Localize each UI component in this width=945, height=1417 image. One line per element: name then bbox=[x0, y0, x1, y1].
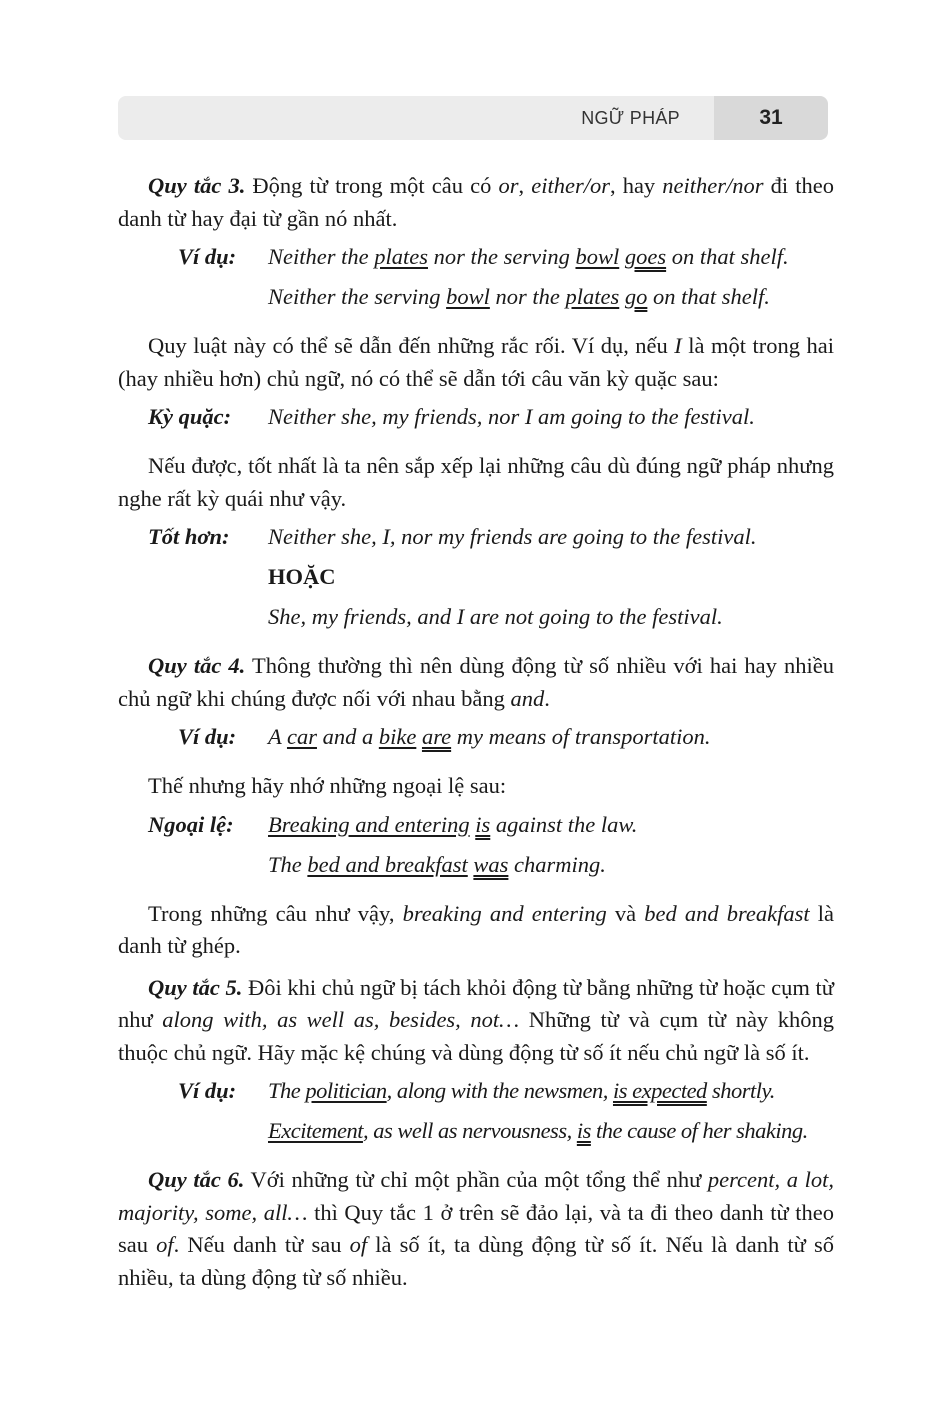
rule-6-paragraph: Quy tắc 6. Với những từ chỉ một phần của một tổng thể như percent, a lot, majority, some, all… thì Quy tắc 1 ở trên sẽ đảo lại, và ta đi theo danh từ theo sau of. Nếu danh từ sau of là số ít, ta dùng động từ số ít. Nếu là danh từ số nhiều, ta dùng động từ số nhiều. bbox=[118, 1167, 834, 1290]
better-text: Neither she, I, nor my friends are going to the festival. bbox=[268, 524, 757, 549]
example-text: Excitement, as well as nervousness, is the cause of her shaking. bbox=[268, 1118, 808, 1143]
rule-4-paragraph: Quy tắc 4. Thông thường thì nên dùng động từ số nhiều với hai hay nhiều chủ ngữ khi chúng được nối với nhau bằng and. bbox=[118, 653, 834, 711]
page-number: 31 bbox=[759, 106, 783, 129]
exceptions-intro-paragraph: Thế nhưng hãy nhớ những ngoại lệ sau: bbox=[148, 773, 507, 798]
example-label: Ví dụ: bbox=[178, 1078, 237, 1103]
exception-line-1 bbox=[118, 812, 834, 852]
rule-6-label: Quy tắc 6. bbox=[148, 1167, 245, 1192]
example-text: A car and a bike are my means of transportation. bbox=[268, 724, 711, 749]
example-text: Neither the plates nor the serving bowl goes on that shelf. bbox=[268, 244, 789, 269]
compound-noun-paragraph: Trong những câu như vậy, breaking and entering và bed and breakfast là danh từ ghép. bbox=[118, 900, 834, 958]
exception-text: Breaking and entering is against the law. bbox=[268, 811, 638, 837]
better-label: Tốt hơn: bbox=[148, 524, 230, 549]
rule-3-label: Quy tắc 3. bbox=[148, 173, 246, 198]
example-4 bbox=[118, 724, 834, 764]
example-3-line-1 bbox=[118, 244, 834, 284]
odd-text: Neither she, my friends, nor I am going to the festival. bbox=[268, 404, 755, 429]
exception-line-2 bbox=[118, 852, 834, 892]
better-intro-paragraph: Nếu được, tốt nhất là ta nên sắp xếp lại những câu dù đúng ngữ pháp nhưng nghe rất kỳ quái như vậy. bbox=[118, 453, 834, 511]
or-line bbox=[118, 564, 834, 604]
example-label: Ví dụ: bbox=[178, 244, 237, 269]
exception-text: The bed and breakfast was charming. bbox=[268, 851, 606, 877]
or-word: HOẶC bbox=[268, 564, 336, 589]
better-example bbox=[118, 524, 834, 564]
rule-4-label: Quy tắc 4. bbox=[148, 653, 246, 678]
example-3-line-2 bbox=[118, 284, 834, 324]
rule-3-paragraph: Quy tắc 3. Động từ trong một câu có or, either/or, hay neither/nor đi theo danh từ hay đại từ gần nó nhất. bbox=[118, 173, 834, 231]
example-5-line-2 bbox=[118, 1118, 834, 1158]
example-text: Neither the serving bowl nor the plates go on that shelf. bbox=[268, 284, 770, 309]
alternative-text: She, my friends, and I are not going to the festival. bbox=[268, 604, 723, 629]
odd-example bbox=[118, 404, 834, 444]
example-text: The politician, along with the newsmen, is expected shortly. bbox=[268, 1078, 775, 1103]
example-5-line-1 bbox=[118, 1078, 834, 1118]
example-label: Ví dụ: bbox=[178, 724, 237, 749]
odd-intro-paragraph: Quy luật này có thể sẽ dẫn đến những rắc rối. Ví dụ, nếu I là một trong hai (hay nhiều hơn) chủ ngữ, nó có thể sẽ dẫn tới câu văn kỳ quặc sau: bbox=[118, 333, 834, 391]
alternative-example bbox=[118, 604, 834, 644]
odd-label: Kỳ quặc: bbox=[148, 404, 232, 429]
section-title: NGỮ PHÁP bbox=[581, 108, 680, 128]
exceptions-label: Ngoại lệ: bbox=[148, 811, 234, 837]
rule-5-label: Quy tắc 5. bbox=[148, 974, 243, 1000]
running-header bbox=[118, 96, 828, 140]
page-body bbox=[118, 170, 834, 1303]
rule-5-paragraph: Quy tắc 5. Đôi khi chủ ngữ bị tách khỏi động từ bằng những từ hoặc cụm từ như along with, as well as, besides, not… Những từ và cụm từ này không thuộc chủ ngữ. Hãy mặc kệ chúng và dùng động từ số ít nếu chủ ngữ là số ít. bbox=[118, 974, 835, 1065]
